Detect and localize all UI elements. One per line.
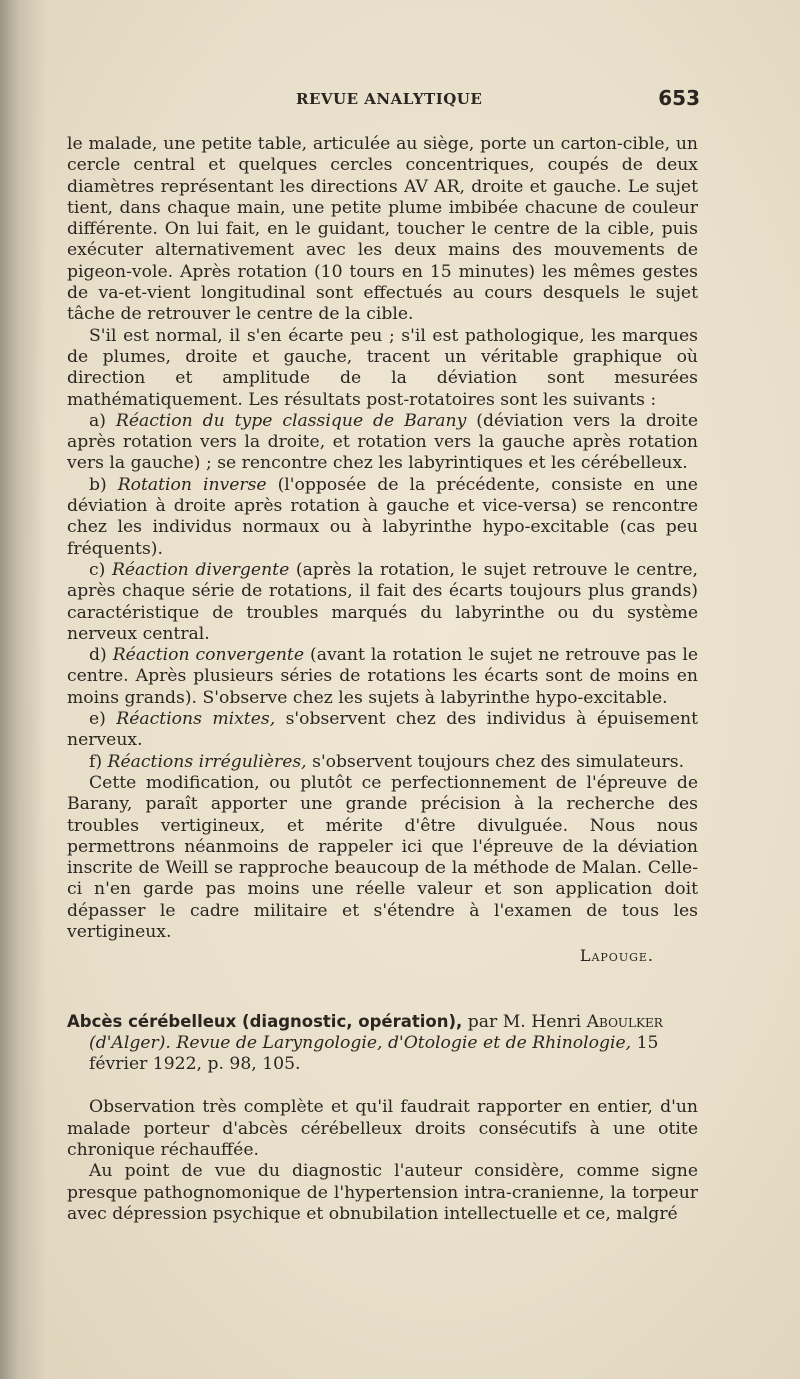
page-number: 653 <box>658 86 700 110</box>
reference-date-pages: 15 février 1922, p. 98, 105. <box>89 1032 659 1075</box>
bibliographic-reference <box>67 1011 698 1076</box>
list-item <box>67 475 698 560</box>
item-title: Réaction divergente <box>111 559 290 580</box>
reference-author: Aboulker <box>586 1011 663 1032</box>
list-item <box>67 709 698 752</box>
item-label: f) <box>89 751 103 772</box>
item-text: (après la rotation, le sujet retrouve le centre, après chaque série de rotations, il fait des écarts toujours plus grands) caractéristique de troubles marqués du labyrinthe ou du système nerveux central. <box>67 559 698 644</box>
item-title: Réactions irrégulières, <box>107 751 307 772</box>
paragraph-1: le malade, une petite table, articulée au siège, porte un carton-cible, un cercle central et quelques cercles concentriques, coupés de deux diamètres représentant les directions AV AR, droite et gauche. Le sujet tient, dans chaque main, une petite plume imbibée chacune de couleur différente. On lui fait, en le guidant, toucher le centre de la cible, puis exécuter alternativement avec les deux mains des mouvements de pigeon-vole. Après rotation (10 tours en 15 minutes) les mêmes gestes de va-et-vient longitudinal sont effectués au cours desquels le sujet tâche de retrouver le centre de la cible. <box>67 134 698 325</box>
item-label: d) <box>89 645 107 666</box>
item-text: s'observent chez des individus à épuisement nerveux. <box>67 709 698 751</box>
binding-shadow <box>0 0 46 1379</box>
item-title: Réaction convergente <box>112 645 305 666</box>
reference-by: par M. Henri <box>462 1011 587 1032</box>
paragraph-3: Cette modification, ou plutôt ce perfectionnement de l'épreuve de Barany, paraît apporter une grande précision à la recherche des troubles vertigineux, et mérite d'être divulguée. Nous nous permettrons néanmoins de rappeler ici que l'épreuve de la déviation inscrite de Weill se rapproche beaucoup de la méthode de Malan. Celle-ci n'en garde pas moins une réelle valeur et son application doit dépasser le cadre militaire et s'étendre à l'examen de tous les vertigineux. <box>67 772 698 942</box>
list-item <box>67 411 698 475</box>
reference-affiliation: (d'Alger). <box>89 1032 177 1053</box>
item-text: s'observent toujours chez des simulateurs. <box>306 751 685 772</box>
item-title: Rotation inverse <box>117 474 267 495</box>
list-item <box>67 560 698 645</box>
page-header <box>60 86 700 116</box>
page-body <box>67 134 698 1225</box>
item-text: (l'opposée de la précédente, consiste en une déviation à droite après rotation à gauche et vice-versa) se rencontre chez les individus normaux ou à labyrinthe hypo-excitable (cas peu fréquents). <box>67 474 698 559</box>
reference-journal: Revue de Laryngologie, d'Otologie et de Rhinologie, <box>176 1032 632 1053</box>
paragraph-2: S'il est normal, il s'en écarte peu ; s'il est pathologique, les marques de plumes, droite et gauche, tracent un véritable graphique où direction et amplitude de la déviation sont mesurées mathématiquement. Les résultats post-rotatoires sont les suivants : <box>67 325 698 410</box>
item-label: c) <box>89 559 106 580</box>
item-text: (déviation vers la droite après rotation vers la droite, et rotation vers la gauche après rotation vers la gauche) ; se rencontre chez les labyrintiques et les cérébelleux. <box>67 410 699 474</box>
item-title: Réaction du type classique de Barany <box>115 410 467 431</box>
section2-paragraph-2: Au point de vue du diagnostic l'auteur considère, comme signe presque pathognomonique de l'hypertension intra-cranienne, la torpeur avec dépression psychique et obnubilation intellectuelle et ce, malgré <box>67 1161 698 1224</box>
item-label: b) <box>89 474 107 495</box>
item-label: e) <box>89 709 106 730</box>
list-item <box>67 752 698 773</box>
item-label: a) <box>89 410 106 431</box>
reference-title: Abcès cérébelleux (diagnostic, opération), <box>67 1011 463 1031</box>
running-title: REVUE ANALYTIQUE <box>296 90 483 108</box>
list-item <box>67 645 698 709</box>
signature: Lapouge. <box>579 946 654 966</box>
item-text: (avant la rotation le sujet ne retrouve pas le centre. Après plusieurs séries de rotations les écarts sont de moins en moins grands). S'observe chez les sujets à labyrinthe hypo-excitable. <box>67 645 698 708</box>
section2-paragraph-1: Observation très complète et qu'il faudrait rapporter en entier, d'un malade porteur d'abcès cérébelleux droits consécutifs à une otite chronique réchauffée. <box>67 1097 698 1161</box>
item-title: Réactions mixtes, <box>116 709 276 730</box>
